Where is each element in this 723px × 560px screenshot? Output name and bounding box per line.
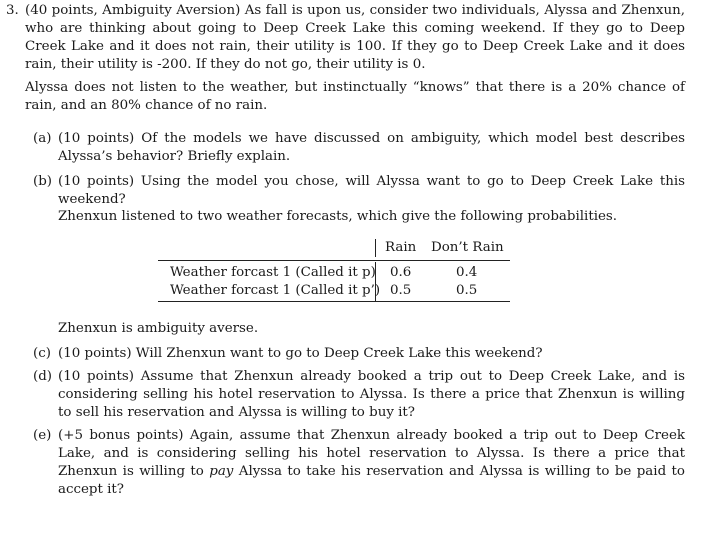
zhenxun-attitude: Zhenxun is ambiguity averse. xyxy=(58,321,259,336)
row-2-no-rain: 0.5 xyxy=(456,283,478,298)
problem-number: 3. xyxy=(6,3,19,18)
row-1-no-rain: 0.4 xyxy=(456,265,478,280)
row-1-label: Weather forcast 1 (Called it p) xyxy=(170,265,376,280)
problem-intro: (40 points, Ambiguity Aversion) As fall is upon us, consider two individuals, Alyssa and Zhenxun, who are thinking about going to Deep Creek Lake this coming weekend. If they go to Deep Creek Lake and it does not rain, their utility is 100. If they go to Deep Creek Lake and it does rain, their utility is -200. If they do not go, their utility is 0. xyxy=(25,3,685,72)
question-d-text: (10 points) Assume that Zhenxun already booked a trip out to Deep Creek Lake, and is considering selling his hotel reservation to Alyssa. Is there a price that Zhenxun is willing to sell his reservation and Alyssa is willing to buy it? xyxy=(58,369,685,420)
forecast-table xyxy=(158,239,510,303)
row-1-rain: 0.6 xyxy=(390,265,412,280)
question-e-text xyxy=(58,427,685,499)
question-c-label: (c) xyxy=(33,346,51,361)
question-e-label: (e) xyxy=(33,428,52,443)
header-divider xyxy=(375,239,376,257)
bottom-rule xyxy=(158,301,510,302)
question-a-label: (a) xyxy=(33,131,52,146)
question-e-emphasis: pay xyxy=(209,464,234,479)
header-dont-rain: Don’t Rain xyxy=(431,240,504,255)
question-e-text-before: (+5 bonus points) Again, assume that Zhenxun already booked a trip out to Deep Creek Lake, and is considering selling his hotel reservation to Alyssa. Is there a price that Zhenxun is willing to xyxy=(58,428,685,479)
forecasts-intro: Zhenxun listened to two weather forecasts, which give the following probabilities. xyxy=(58,209,618,224)
header-rule xyxy=(158,260,510,261)
question-b-text: (10 points) Using the model you chose, will Alyssa want to go to Deep Creek Lake this weekend? xyxy=(58,174,685,207)
question-e-text-after: Alyssa to take his reservation and Alyssa is willing to be paid to accept it? xyxy=(58,464,685,497)
row-2-label: Weather forcast 1 (Called it p’) xyxy=(170,283,381,298)
question-c-text: (10 points) Will Zhenxun want to go to Deep Creek Lake this weekend? xyxy=(58,346,543,361)
row-2-rain: 0.5 xyxy=(390,283,412,298)
alyssa-paragraph: Alyssa does not listen to the weather, but instinctually “knows” that there is a 20% chance of rain, and an 80% chance of no rain. xyxy=(25,80,685,113)
question-d-label: (d) xyxy=(33,369,53,384)
question-a-text: (10 points) Of the models we have discussed on ambiguity, which model best describes Alyssa’s behavior? Briefly explain. xyxy=(58,131,685,164)
question-b-label: (b) xyxy=(33,174,53,189)
header-rain: Rain xyxy=(385,240,417,255)
